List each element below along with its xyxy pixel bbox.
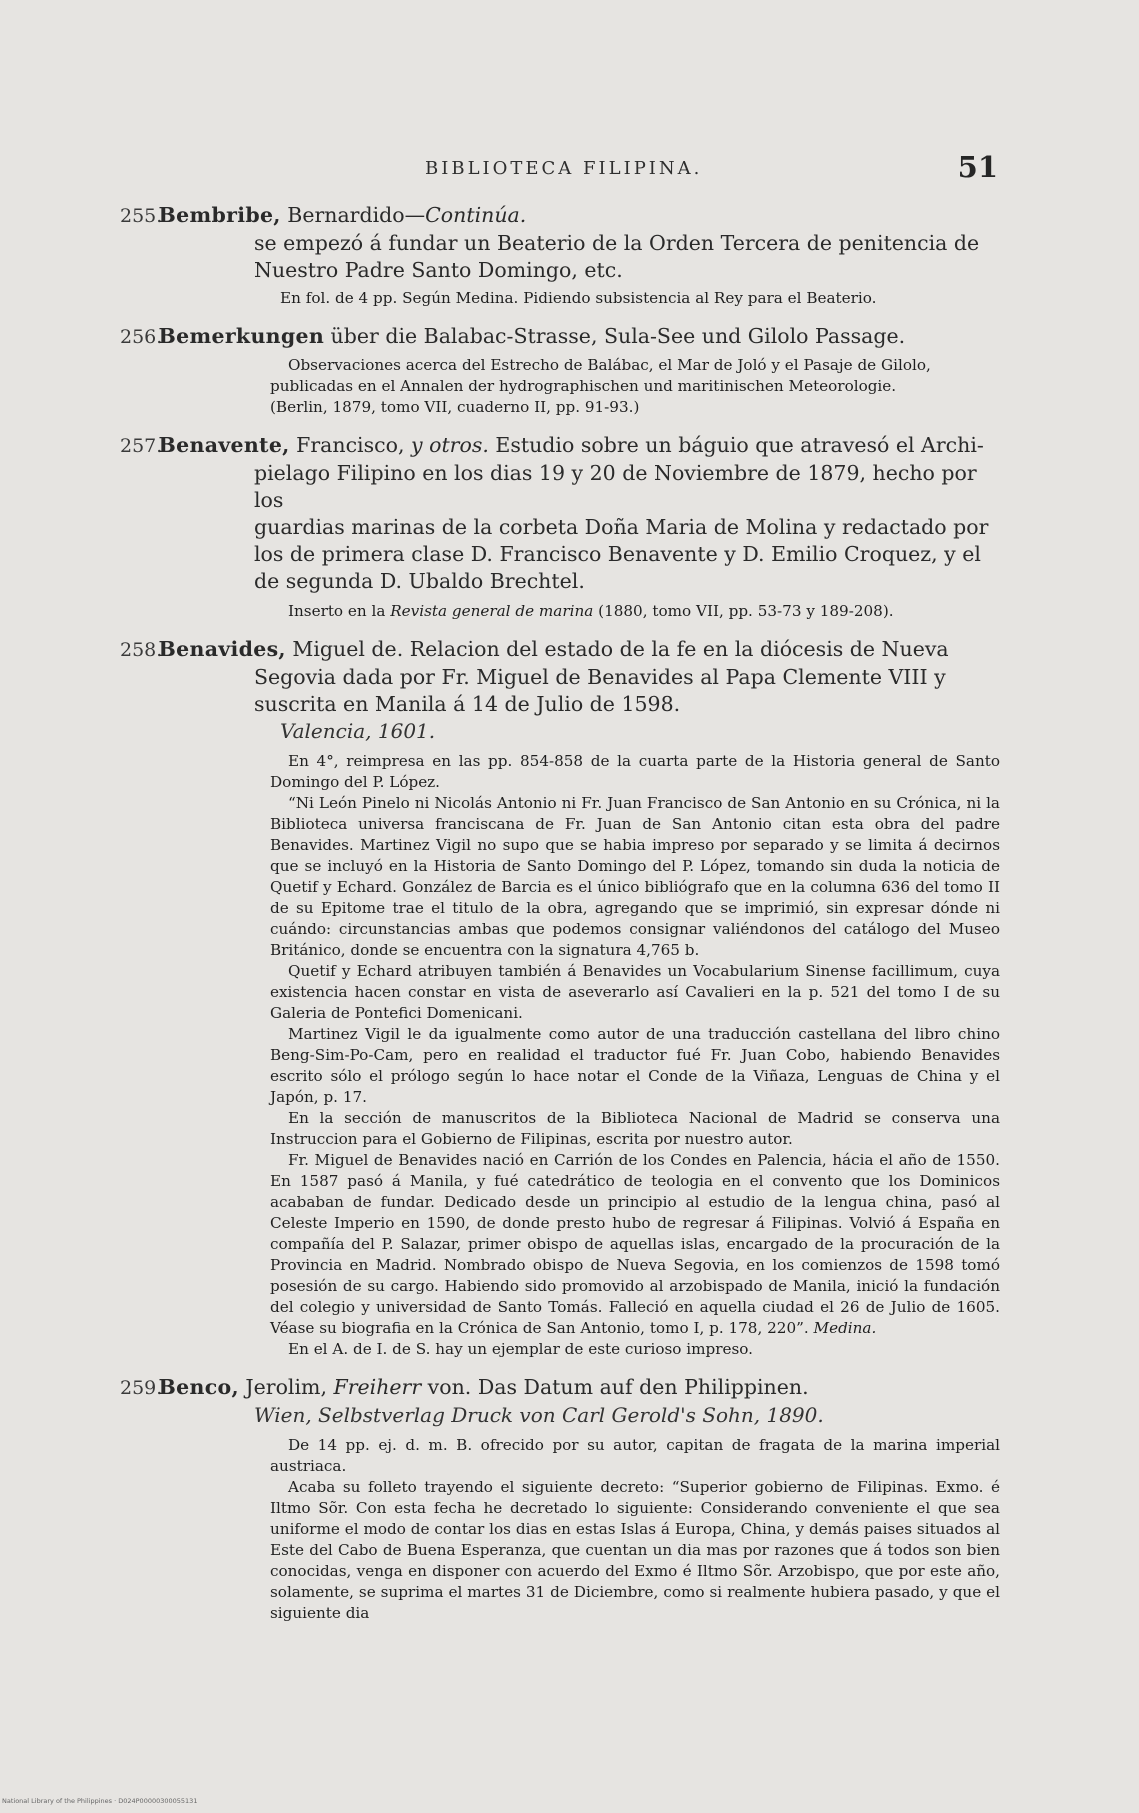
entry-text-line: pielago Filipino en los dias 19 y 20 de Noviembre de 1879, hecho por los	[254, 461, 977, 512]
entry-257	[120, 432, 1000, 622]
entry-title: über die Balabac-Strasse, Sula-See und Gilolo Passage.	[324, 324, 906, 348]
entry-imprint: Valencia, 1601.	[280, 719, 436, 743]
entry-256	[120, 323, 1000, 418]
entry-text-line: guardias marinas de la corbeta Doña Maria de Molina y redactado por	[254, 515, 989, 539]
entry-number: 255.	[120, 205, 163, 227]
entry-heading: 258. Benavides, Miguel de. Relacion del estado de la fe en la diócesis de Nueva	[120, 636, 1000, 664]
continuation-label: Continúa.	[425, 203, 527, 227]
entry-text-line: Nuestro Padre Santo Domingo, etc.	[254, 258, 623, 282]
entry-note: Inserto en la Revista general de marina (1880, tomo VII, pp. 53-73 y 189-208).	[288, 602, 894, 620]
entry-258	[120, 636, 1000, 1360]
entry-author-rest: Bernardido—	[280, 203, 426, 227]
entry-text-line: suscrita en Manila á 14 de Julio de 1598.	[254, 692, 681, 716]
entry-number: 258.	[120, 639, 163, 661]
entry-author: Benco,	[158, 1375, 239, 1399]
entry-255	[120, 202, 1000, 309]
entry-heading	[120, 202, 1000, 230]
page-title: BIBLIOTECA FILIPINA.	[425, 158, 703, 179]
entry-author: Benavides,	[158, 637, 286, 661]
footer-stamp: National Library of the Philippines · D024P00000300055131	[2, 1797, 198, 1805]
page-number: 51	[957, 150, 998, 184]
entry-number: 259.	[120, 1377, 163, 1399]
entry-author: Benavente,	[158, 433, 290, 457]
entry-259	[120, 1374, 1000, 1624]
entry-notes: De 14 pp. ej. d. m. B. ofrecido por su autor, capitan de fragata de la marina imperial austriaca. Acaba su folleto trayendo el siguiente decreto: “Superior gobierno de Filipinas. Exmo. é Iltmo Sõr. Con esta fecha he decretado lo siguiente: Considerando conveniente el que sea uniforme el modo de contar los dias en estas Islas á Europa, China, y demás paises situados al Este del Cabo de Buena Esperanza, que cuentan un dia mas por razones que á todos son bien conocidas, venga en disponer con acuerdo del Exmo é Iltmo Sõr. Arzobispo, que por este año, solamente, se suprima el martes 31 de Diciembre, como si realmente hubiera pasado, y que el siguiente dia	[270, 1436, 1000, 1622]
entry-number: 256.	[120, 326, 163, 348]
entry-note: En fol. de 4 pp. Según Medina. Pidiendo subsistencia al Rey para el Beaterio.	[280, 289, 877, 307]
entry-text-line: de segunda D. Ubaldo Brechtel.	[254, 569, 585, 593]
entries-list	[120, 202, 1000, 1624]
entry-heading: 259. Benco, Jerolim, Freiherr von. Das Datum auf den Philippinen.	[120, 1374, 1000, 1402]
entry-imprint: Wien, Selbstverlag Druck von Carl Gerold's Sohn, 1890.	[254, 1403, 824, 1427]
entry-heading	[120, 323, 1000, 351]
entry-heading: 257. Benavente, Francisco, y otros. Estudio sobre un báguio que atravesó el Archi-	[120, 432, 1000, 460]
entry-text-line: se empezó á fundar un Beaterio de la Orden Tercera de penitencia de	[254, 231, 980, 255]
entry-text-line: los de primera clase D. Francisco Benavente y D. Emilio Croquez, y el	[254, 542, 981, 566]
running-head	[150, 150, 1000, 200]
entry-notes: En 4°, reimpresa en las pp. 854-858 de la cuarta parte de la Historia general de Santo Domingo del P. López. “Ni León Pinelo ni Nicolás Antonio ni Fr. Juan Francisco de San Antonio en su Crónica, ni la Biblioteca universa franciscana de Fr. Juan de San Antonio citan esta obra del padre Benavides. Martinez Vigil no supo que se habia impreso por separado y se limita á decirnos que se incluyó en la Historia de Santo Domingo del P. López, tomando sin duda la noticia de Quetif y Echard. González de Barcia es el único bibliógrafo que en la columna 636 del tomo II de su Epitome trae el titulo de la obra, agregando que se imprimió, sin expresar dónde ni cuándo: circunstancias ambas que podemos consignar valiéndonos del catálogo del Museo Británico, donde se encuentra con la signatura 4,765 b. Quetif y Echard atribuyen también á Benavides un Vocabularium Sinense facillimum, cuya existencia hacen constar en vista de aseverarlo así Cavalieri en la p. 521 del tomo I de su Galeria de Pontefici Domenicani. Martinez Vigil le da igualmente como autor de una traducción castellana del libro chino Beng-Sim-Po-Cam, pero en realidad el traductor fué Fr. Juan Cobo, habiendo Benavides escrito sólo el prólogo según lo hace notar el Conde de la Viñaza, Lenguas de China y el Japón, p. 17. En la sección de manuscritos de la Biblioteca Nacional de Madrid se conserva una Instruccion para el Gobierno de Filipinas, escrita por nuestro autor. Fr. Miguel de Benavides nació en Carrión de los Condes en Palencia, hácia el año de 1550. En 1587 pasó á Manila, y fué catedrático de teologia en el convento que los Dominicos acababan de fundar. Dedicado desde un principio al estudio de la lengua china, pasó al Celeste Imperio en 1590, de donde presto hubo de regresar á Filipinas. Volvió á España en compañía del P. Salazar, primer obispo de aquellas islas, encargado de la procuración de la Provincia en Madrid. Nombrado obispo de Nueva Segovia, en los comienzos de 1598 tomó posesión de su cargo. Habiendo sido promovido al arzobispado de Manila, inició la fundación del colegio y universidad de Santo Tomás. Falleció en aquella ciudad el 26 de Julio de 1605. Véase su biografia en la Crónica de San Antonio, tomo I, p. 178, 220”. Medina. En el A. de I. de S. hay un ejemplar de este curioso impreso.	[270, 752, 1000, 1358]
entry-author: Bembribe,	[158, 203, 281, 227]
entry-author: Bemerkungen	[158, 324, 325, 348]
entry-number: 257.	[120, 435, 163, 457]
entry-text-line: Segovia dada por Fr. Miguel de Benavides al Papa Clemente VIII y	[254, 665, 946, 689]
entry-note: Observaciones acerca del Estrecho de Balábac, el Mar de Joló y el Pasaje de Gilolo, publicadas en el Annalen der hydrographischen und maritinischen Meteorologie. (Berlin, 1879, tomo VII, cuaderno II, pp. 91-93.)	[270, 356, 931, 416]
